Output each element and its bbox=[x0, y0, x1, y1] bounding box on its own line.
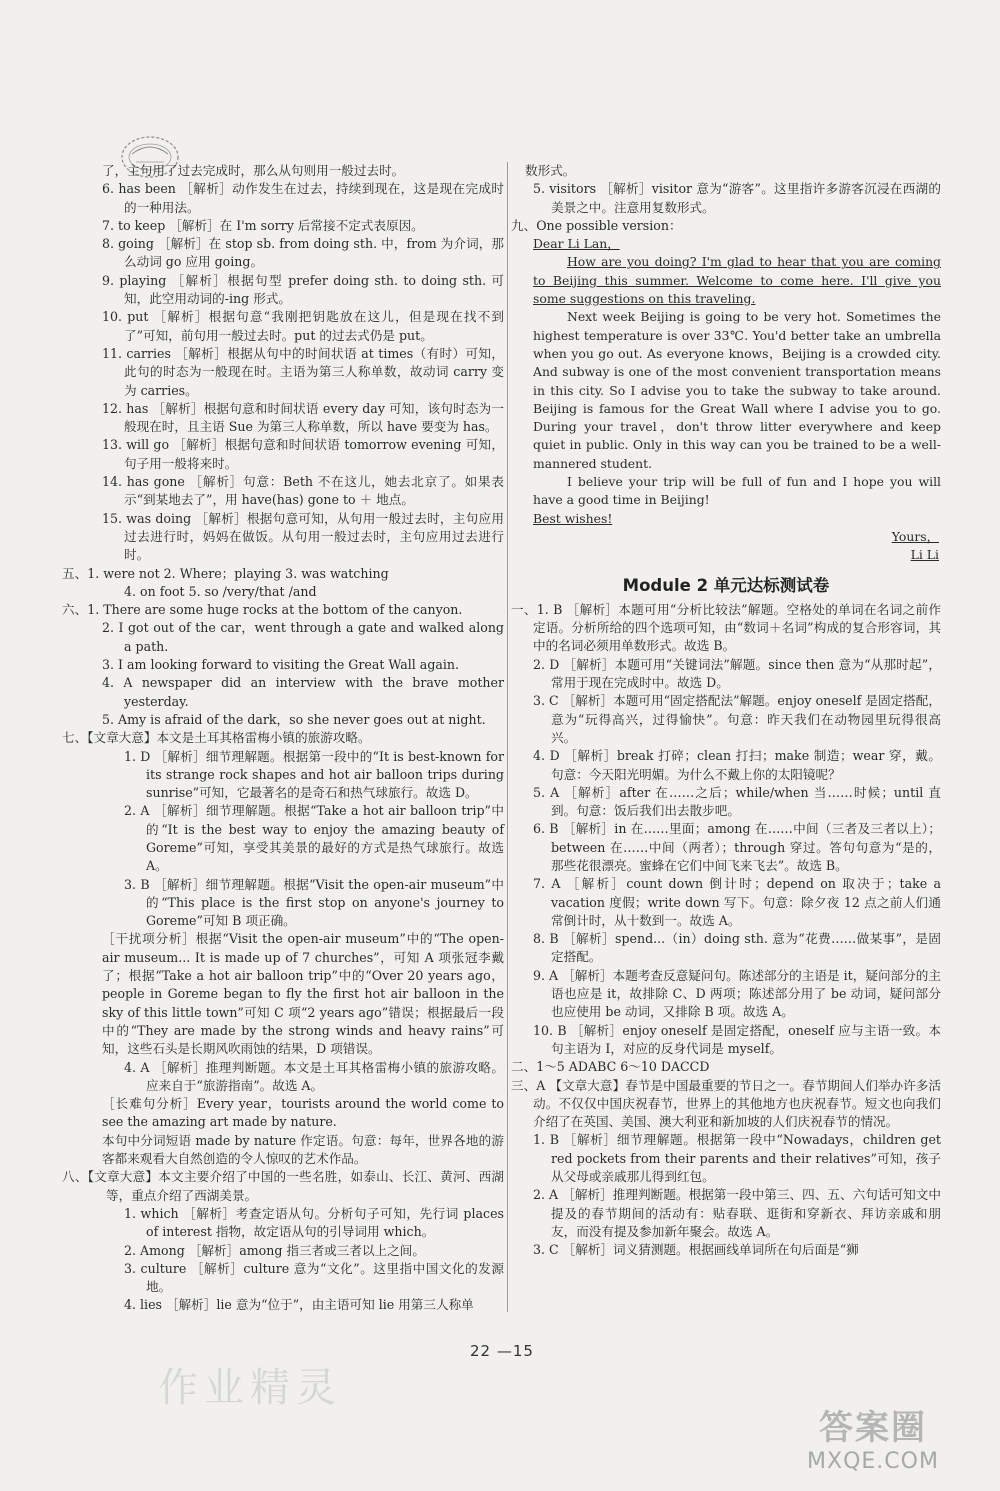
answer-line: 13. will go ［解析］根据句意和时间状语 tomorrow evening 可知，句子用一般将来时。 bbox=[102, 437, 504, 471]
answer-line: 2. D ［解析］本题可用“关键词法”解题。since then 意为“从那时起”，常用于现在完成时中。故选 D。 bbox=[533, 656, 941, 691]
answer-line: 10. B ［解析］enjoy oneself 是固定搭配，oneself 应与主语一致。本句主语为 I，对应的反身代词是 myself。 bbox=[533, 1022, 941, 1056]
answer-line: 5. Amy is afraid of the dark，so she never goes out at night. bbox=[102, 711, 486, 727]
answer-line: 了，主句用了过去完成时，那么从句则用一般过去时。 bbox=[102, 163, 405, 178]
letter-sign-name: Li Li bbox=[910, 547, 939, 563]
answer-line: 5. A ［解析］after 在……之后；while/when 当……时候；until 直到。句意：饭后我们出去散步吧。 bbox=[533, 784, 941, 819]
watermark-left: 作业精灵 bbox=[158, 1365, 342, 1411]
answer-line: 3. C ［解析］本题可用“固定搭配法”解题。enjoy oneself 是固定搭配，意为“玩得高兴，过得愉快”。句意：昨天我们在动物园里玩得很高兴。 bbox=[533, 693, 941, 745]
left-column bbox=[62, 162, 504, 1315]
answer-line: 8. going ［解析］在 stop sb. from doing sth. 中，from 为介词，那么动词 go 应用 going。 bbox=[102, 236, 504, 270]
answer-line: 七、【文章大意】本文是土耳其格雷梅小镇的旅游攻略。 bbox=[62, 730, 371, 746]
answer-line: 五、1. were not 2. Where；playing 3. was watching bbox=[62, 565, 389, 581]
answer-line: 2. A ［解析］细节理解题。根据“Take a hot air balloon trip”中的“It is the best way to enjoy the amazing beauty of Goreme”可知，享受其美景的最好的方式是热气球旅行。故选 A。 bbox=[124, 803, 504, 874]
answer-line: 6. has been ［解析］动作发生在过去，持续到现在，这是现在完成时的一种用法。 bbox=[102, 181, 504, 215]
answer-line: 15. was doing ［解析］根据句意可知，从句用一般过去时，主句应用过去进行时，妈妈在做饭。从句用一般过去时，主句应用过去进行时。 bbox=[102, 510, 504, 563]
letter-paragraph: How are you doing? I'm glad to hear that you are coming to Beijing this summer. Welcome to come here. I'll give you some suggestions on this traveling. bbox=[533, 254, 941, 307]
letter-closing: Best wishes! bbox=[533, 510, 613, 526]
answer-line: 4. lies ［解析］lie 意为“位于”，由主语可知 lie 用第三人称单 bbox=[124, 1297, 474, 1313]
answer-line: 3. C ［解析］词义猜测题。根据画线单词所在句后面是“狮 bbox=[533, 1242, 859, 1258]
answer-line: 4. A newspaper did an interview with the brave mother yesterday. bbox=[102, 675, 504, 709]
watermark-url: MXQE.COM bbox=[807, 1449, 939, 1474]
answer-line: 8. B ［解析］spend...（in）doing sth. 意为“花费……做某事”，是固定搭配。 bbox=[533, 931, 941, 965]
answer-line: 5. visitors ［解析］visitor 意为“游客”。这里指许多游客沉浸在西湖的美景之中。注意用复数形式。 bbox=[533, 181, 941, 215]
answer-line: 数形式。 bbox=[525, 163, 576, 178]
answer-line: ［长难句分析］Every year，tourists around the world come to see the amazing art made by nature. bbox=[102, 1096, 504, 1130]
answer-line: 4. on foot 5. so /very/that /and bbox=[124, 583, 317, 599]
answer-line: 7. A ［解析］count down 倒计时；depend on 取决于；take a vacation 度假；write down 写下。句意：除夕夜 12 点之前人们通常倒计时，从十数到一。故选 A。 bbox=[533, 876, 941, 928]
answer-line: 3. culture ［解析］culture 意为“文化”。这里指中国文化的发源地。 bbox=[124, 1260, 504, 1295]
answer-line: 14. has gone ［解析］句意：Beth 不在这儿，她去北京了。如果表示“到某地去了”，用 have(has) gone to ＋ 地点。 bbox=[102, 474, 504, 508]
sample-letter bbox=[511, 235, 941, 564]
letter-salutation: Dear Li Lan， bbox=[533, 236, 620, 252]
right-column bbox=[511, 162, 941, 1260]
answer-line: 3. B ［解析］细节理解题。根据“Visit the open-air museum”中的“This place is the first stop on anyone's journey to Goreme”可知 B 项正确。 bbox=[124, 876, 504, 929]
answer-line: 7. to keep ［解析］在 I'm sorry 后常接不定式表原因。 bbox=[102, 217, 424, 233]
letter-sign-yours: Yours， bbox=[891, 528, 939, 544]
answer-line: 八、【文章大意】本文主要介绍了中国的一些名胜，如泰山、长江、黄河、西湖等，重点介绍了西湖美景。 bbox=[62, 1169, 504, 1203]
answer-line: 2. A ［解析］推理判断题。根据第一段中第三、四、五、六句话可知文中提及的春节期间的活动有：贴春联、逛街和穿新衣、拜访亲戚和朋友，而没有提及参加新年聚会。故选 A。 bbox=[533, 1187, 941, 1239]
answer-line: 三、A 【文章大意】春节是中国最重要的节日之一。春节期间人们举办许多活动。不仅仅中国庆祝春节，世界上的其他地方也庆祝春节。短文也向我们介绍了在英国、美国、澳大利亚和新加坡的人们庆祝春节的情况。 bbox=[511, 1077, 941, 1130]
answer-line: ［干扰项分析］根据“Visit the open-air museum”中的“The open-air museum... It is made up of 7 churches”，可知 A 项张冠李戴了；根据“Take a hot air balloon trip”中的“Over 20 years ago，people in Goreme began to fly the first hot air balloon in the sky of this little town”可知 C 项“2 years ago”错误；根据最后一段中的“They are made by the strong winds and heavy rains”可知，这些石头是长期风吹雨蚀的结果，D 项错误。 bbox=[102, 931, 504, 1057]
answer-line: 2. Among ［解析］among 指三者或三者以上之间。 bbox=[124, 1242, 425, 1258]
answer-line: 2. I got out of the car，went through a gate and walked along a path. bbox=[102, 620, 504, 654]
answer-line: 九、One possible version： bbox=[511, 217, 682, 233]
right-top-answers bbox=[511, 162, 941, 235]
page-number: 22 —15 bbox=[470, 1342, 534, 1360]
right-bottom-answers bbox=[511, 601, 941, 1260]
watermark-right bbox=[778, 1400, 968, 1474]
answer-line: 9. playing ［解析］根据句型 prefer doing sth. to doing sth. 可知，此空用动词的-ing 形式。 bbox=[102, 272, 504, 307]
answer-line: 二、1～5 ADABC 6～10 DACCD bbox=[511, 1059, 710, 1075]
answer-line: 六、1. There are some huge rocks at the bottom of the canyon. bbox=[62, 602, 463, 618]
answer-line: 9. A ［解析］本题考查反意疑问句。陈述部分的主语是 it，疑问部分的主语也应是 it，故排除 C、D 两项；陈述部分用了 be 动词，疑问部分也应使用 be 动词，又排除 B 项。故选 A。 bbox=[533, 967, 941, 1020]
answer-line: 4. D ［解析］break 打碎；clean 打扫；make 制造；wear 穿，戴。句意：今天阳光明媚。为什么不戴上你的太阳镜呢？ bbox=[533, 748, 941, 782]
letter-paragraph: I believe your trip will be full of fun and I hope you will have a good time in Beijing! bbox=[533, 474, 941, 508]
column-divider bbox=[507, 162, 508, 1312]
answer-line: 4. A ［解析］推理判断题。本文是土耳其格雷梅小镇的旅游攻略。应来自于“旅游指南”。故选 A。 bbox=[124, 1059, 504, 1093]
letter-paragraph: Next week Beijing is going to be very hot. Sometimes the highest temperature is over 33℃. You'd better take an umbrella when you go out. As everyone knows，Beijing is a crowded city. And subway is one of the most convenient transportation means in this city. So I advise you to take the subway to take around. Beijing is famous for the Great Wall where I advise you to go. During your travel，don't throw litter everywhere and keep quiet in public. Only in this way can you be trained to be a well-mannered student. bbox=[533, 309, 941, 471]
answer-line: 11. carries ［解析］根据从句中的时间状语 at times（有时）可知，此句的时态为一般现在时。主语为第三人称单数，故动词 carry 变为 carries。 bbox=[102, 345, 504, 398]
answer-line: 1. D ［解析］细节理解题。根据第一段中的“It is best-known for its strange rock shapes and hot air balloon trips during sunrise”可知，它最著名的是奇石和热气球旅行。故选 D。 bbox=[124, 748, 504, 801]
module-title: Module 2 单元达标测试卷 bbox=[622, 575, 830, 595]
answer-line: 12. has ［解析］根据句意和时间状语 every day 可知，该句时态为一般现在时，且主语 Sue 为第三人称单数，所以 have 要变为 has。 bbox=[102, 400, 504, 435]
answer-line: 10. put ［解析］根据句意“我刚把钥匙放在这儿，但是现在找不到了”可知，前句用一般过去时。put 的过去式仍是 put。 bbox=[102, 309, 504, 343]
answer-line: 一、1. B ［解析］本题可用“分析比较法”解题。空格处的单词在名词之前作定语。分析所给的四个选项可知，由“数词＋名词”构成的复合形容词，其中的名词必须用单数形式。故选 B。 bbox=[511, 601, 941, 654]
answer-line: 3. I am looking forward to visiting the Great Wall again. bbox=[102, 657, 460, 673]
answer-line: 本句中分词短语 made by nature 作定语。句意：每年，世界各地的游客都来观看大自然创造的令人惊叹的艺术作品。 bbox=[102, 1132, 504, 1167]
watermark-logo-text: 答案圈 bbox=[819, 1408, 927, 1448]
answer-line: 6. B ［解析］in 在……里面；among 在……中间（三者及三者以上）；between 在……中间（两者）；through 穿过。答句句意为“是的，那些花很漂亮。蜜蜂在它们中间飞来飞去”。故选 B。 bbox=[533, 821, 941, 873]
answer-line: 1. which ［解析］考查定语从句。分析句子可知，先行词 places of interest 指物，故定语从句的引导词用 which。 bbox=[124, 1205, 504, 1240]
answer-line: 1. B ［解析］细节理解题。根据第一段中“Nowadays，children get red pockets from their parents and their relatives”可知，孩子从父母或亲戚那儿得到红包。 bbox=[533, 1132, 941, 1185]
